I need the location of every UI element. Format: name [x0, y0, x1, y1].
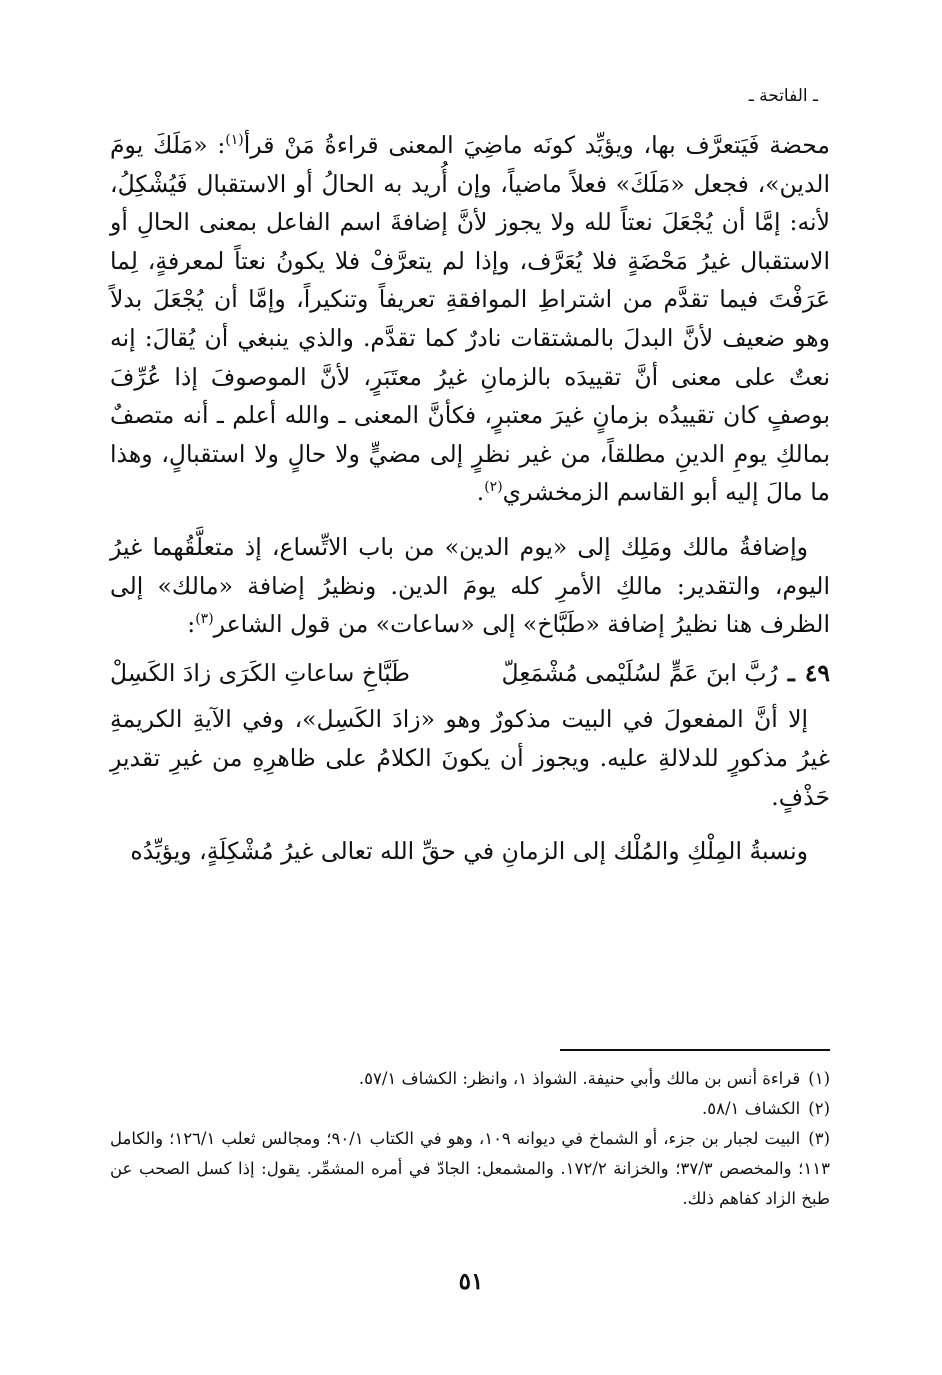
paragraph-2 [110, 528, 830, 644]
paragraph-2-text: وإضافةُ مالك ومَلِك إلى «يوم الدين» من باب الاتِّساع، إذ متعلَّقُهما غيرُ اليوم، والتقدير: مالكِ الأمرِ كله يومَ الدين. ونظيرُ إضافة «مالك» إلى الظرف هنا نظيرُ إضافة «طَبَّاخ» إلى «ساعات» من قول الشاعر [110, 532, 830, 639]
verse-first-part [501, 654, 830, 693]
footnote-separator [560, 1049, 830, 1051]
paragraph-1-end: . [476, 478, 485, 507]
page-number: ٥١ [458, 1268, 484, 1295]
footnote-ref-3: (٣) [195, 611, 214, 628]
footnote-label: (٢) [808, 1099, 830, 1118]
footnote-label: (٣) [808, 1129, 831, 1148]
verse-number: ٤٩ [804, 658, 830, 687]
verse-dash: ـ [787, 658, 795, 687]
footnote-label: (١) [808, 1069, 830, 1088]
running-head: ـ الفاتحة ـ [748, 86, 818, 106]
verse-hemistich-1: رُبَّ ابنَ عَمٍّ لسُلَيْمى مُشْمَعِلّ [501, 658, 778, 687]
footnote-2 [110, 1094, 830, 1124]
paragraph-gap [110, 512, 830, 528]
footnote-ref-2: (٢) [484, 479, 503, 496]
paragraph-1-text-a: محضة فَيَتعرَّف بها، ويؤيِّد كونَه ماضِيَ المعنى قراءةُ مَنْ قرأ [243, 131, 830, 159]
footnote-ref-1: (١) [225, 132, 244, 149]
footnote-1 [110, 1064, 830, 1094]
paragraph-3: إلا أنَّ المفعولَ في البيت مذكورٌ وهو «زادَ الكَسِل»، وفي الآيةِ الكريمةِ غيرُ مذكورٍ للدلالةِ عليه. ويجوز أن يكونَ الكلامُ على ظاهرِهِ من غيرِ تقديرِ حَذْفٍ. [110, 705, 830, 811]
footnote-text: البيت لجبار بن جزء، أو الشماخ في ديوانه ١٠٩، وهو في الكتاب ٩٠/١؛ ومجالس ثعلب ١٢٦/١؛ والكامل ١١٣؛ والمخصص ٣٧/٣؛ والخزانة ١٧٢/٢. والمشمعل: الجادّ في أمره المشمِّر. يقول: إذا كسل الصحب عن طبخ الزاد كفاهم ذلك. [110, 1129, 830, 1208]
paragraph-gap [110, 816, 830, 832]
poetry-verse [110, 654, 830, 693]
paragraph-2-end: : [187, 610, 196, 639]
footnote-3 [110, 1124, 830, 1214]
footnote-text: قراءة أنس بن مالك وأبي حنيفة. الشواذ ١، وانظر: الكشاف ٥٧/١. [358, 1069, 801, 1088]
paragraph-4: ونسبةُ المِلْكِ والمُلْك إلى الزمانِ في حقِّ الله تعالى غيرُ مُشْكِلَةٍ، ويؤيِّدُه [130, 837, 808, 866]
main-text [110, 126, 830, 871]
footnotes [110, 1064, 830, 1214]
verse-hemistich-2: طَبَّاخِ ساعاتِ الكَرَى زادَ الكَسِلْ [110, 658, 410, 687]
paragraph-1-text-b: : «مَلَكَ يومَ الدين»، فجعل «مَلَكَ» فعلاً ماضياً، وإن أُريد به الحالُ أو الاستقبال فَيُشْكِلُ، لأنه: إمَّا أن يُجْعَلَ نعتاً لله ولا يجوز لأنَّ إضافةَ اسم الفاعل بمعنى الحالِ أو الاستقبال غيرُ مَحْضَةٍ فلا يُعَرَّف، وإذا لم يتعرَّفْ فلا يكونُ نعتاً لمعرفةٍ، لِما عَرَفْتَ فيما تقدَّم من اشتراطِ الموافقةِ تعريفاً وتنكيراً، وإمَّا أن يُجْعَلَ بدلاً وهو ضعيف لأنَّ البدلَ بالمشتقات نادرٌ كما تقدَّم. والذي ينبغي أن يُقالَ: إنه نعتٌ على معنى أنَّ تقييدَه بالزمانِ غيرُ معتَبَرٍ، لأنَّ الموصوفَ إذا عُرِّفَ بوصفٍ كان تقييدُه بزمانٍ غيرَ معتبرٍ، فكأنَّ المعنى ـ والله أعلم ـ أنه متصفٌ بمالكِ يومِ الدينِ مطلقاً، من غير نظرٍ إلى مضيٍّ ولا حالٍ ولا استقبالٍ، وهذا ما مالَ إليه أبو القاسم الزمخشري [110, 131, 830, 507]
footnote-text: الكشاف ٥٨/١. [702, 1099, 801, 1118]
paragraph-1 [110, 126, 830, 512]
